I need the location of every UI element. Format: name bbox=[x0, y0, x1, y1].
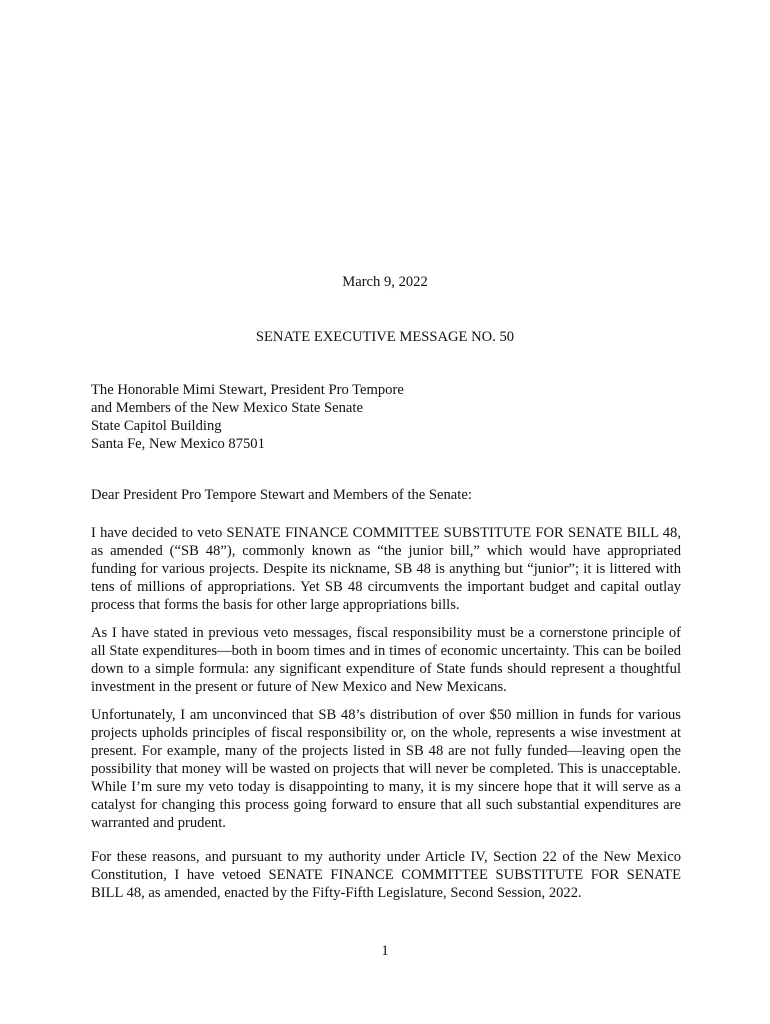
address-line: Santa Fe, New Mexico 87501 bbox=[91, 436, 265, 452]
address-line: and Members of the New Mexico State Senate bbox=[91, 400, 363, 416]
recipient-address bbox=[91, 381, 691, 453]
page-number: 1 bbox=[381, 943, 389, 959]
body-paragraph: I have decided to veto SENATE FINANCE COMMITTEE SUBSTITUTE FOR SENATE BILL 48, as amended (“SB 48”), commonly known as “the junior bill,” which would have appropriated funding for various projects. Despite its nickname, SB 48 is anything but “junior”; it is littered with tens of millions of appropriations. Yet SB 48 circumvents the important budget and capital outlay process that forms the basis for other large appropriations bills. bbox=[91, 525, 681, 613]
letter-date: March 9, 2022 bbox=[342, 274, 428, 290]
body-paragraph: For these reasons, and pursuant to my authority under Article IV, Section 22 of the New Mexico Constitution, I have vetoed SENATE FINANCE COMMITTEE SUBSTITUTE FOR SENATE BILL 48, as amended, enacted by the Fifty-Fifth Legislature, Second Session, 2022. bbox=[91, 849, 681, 901]
address-line: The Honorable Mimi Stewart, President Pro Tempore bbox=[91, 382, 404, 398]
body-paragraph: As I have stated in previous veto messages, fiscal responsibility must be a cornerstone principle of all State expenditures—both in boom times and in times of economic uncertainty. This can be boiled down to a simple formula: any significant expenditure of State funds should represent a thoughtful investment in the present or future of New Mexico and New Mexicans. bbox=[91, 625, 681, 695]
message-title: SENATE EXECUTIVE MESSAGE NO. 50 bbox=[255, 329, 515, 345]
body-paragraph: Unfortunately, I am unconvinced that SB 48’s distribution of over $50 million in funds for various projects upholds principles of fiscal responsibility or, on the whole, represents a wise investment at present. For example, many of the projects listed in SB 48 are not fully funded—leaving open the possibility that money will be wasted on projects that will never be completed. This is unacceptable. While I’m sure my veto today is disappointing to many, it is my sincere hope that it will serve as a catalyst for changing this process going forward to ensure that all such substantial expenditures are warranted and prudent. bbox=[91, 707, 681, 831]
address-line: State Capitol Building bbox=[91, 418, 222, 434]
salutation: Dear President Pro Tempore Stewart and Members of the Senate: bbox=[91, 487, 472, 503]
